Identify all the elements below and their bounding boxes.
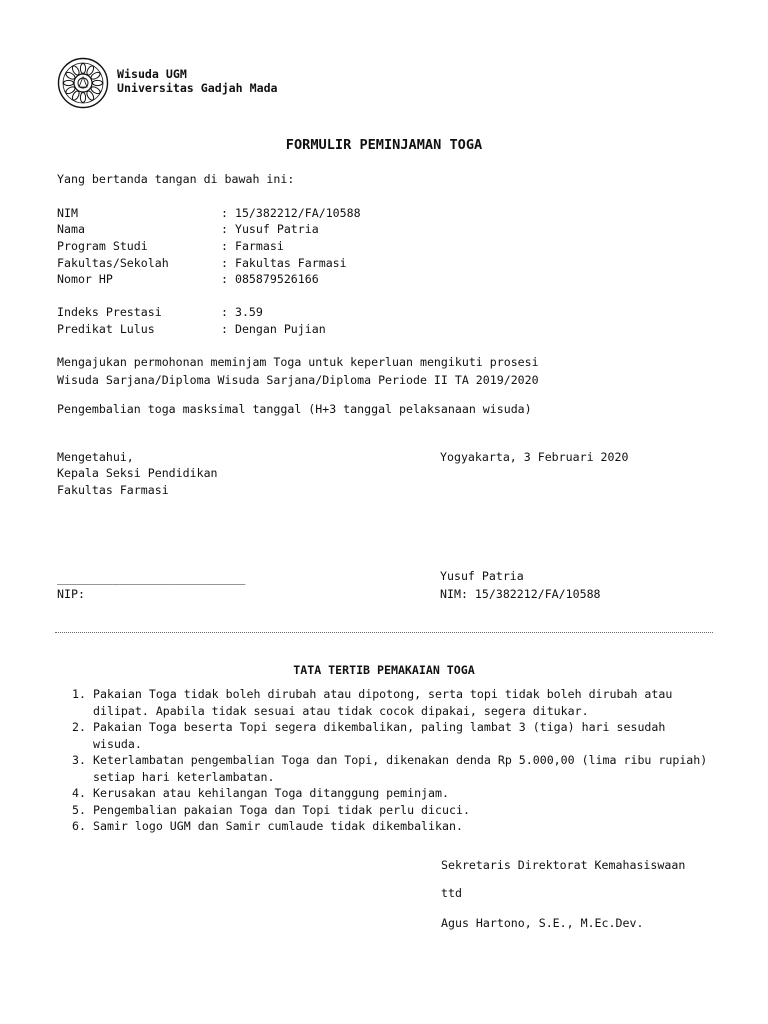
field-label: Nomor HP xyxy=(57,272,113,286)
rules-list xyxy=(72,686,713,835)
list-item: 3. Keterlambatan pengembalian Toga dan Topi, dikenakan denda Rp 5.000,00 (lima ribu rupiah) setiap hari keterlambatan. xyxy=(72,753,708,784)
field-row-indeks-prestasi xyxy=(57,304,263,321)
field-row-nama xyxy=(57,221,319,238)
field-row-program-studi xyxy=(57,238,284,255)
field-label: Program Studi xyxy=(57,239,148,253)
seal-petal xyxy=(93,80,103,85)
rule-text: Pakaian Toga beserta Topi segera dikembalikan, paling lambat 3 (tiga) hari sesudah wisuda. xyxy=(93,720,666,751)
field-label: NIM xyxy=(57,206,78,220)
field-label: Nama xyxy=(57,222,85,236)
list-item: 2. Pakaian Toga beserta Topi segera dikembalikan, paling lambat 3 (tiga) hari sesudah wisuda. xyxy=(72,720,666,751)
section-divider xyxy=(55,632,713,633)
left-sign-line-1: Mengetahui, xyxy=(57,450,134,464)
request-line-1: Mengajukan permohonan meminjam Toga untuk keperluan mengikuti prosesi xyxy=(57,355,539,369)
nip-label: NIP: xyxy=(57,587,85,601)
seal-petal xyxy=(80,93,85,103)
left-sign-line-2: Kepala Seksi Pendidikan xyxy=(57,466,218,480)
list-item: 5. Pengembalian pakaian Toga dan Topi tidak perlu dicuci. xyxy=(72,802,470,817)
field-value: : Dengan Pujian xyxy=(221,322,326,336)
ugm-seal-logo-icon xyxy=(57,57,109,109)
field-value: : 15/382212/FA/10588 xyxy=(221,206,361,220)
field-value: : Yusuf Patria xyxy=(221,222,319,236)
return-note: Pengembalian toga masksimal tanggal (H+3 tanggal pelaksanaan wisuda) xyxy=(57,402,532,416)
secretary-title: Sekretaris Direktorat Kemahasiswaan xyxy=(441,858,686,872)
field-row-fakultas xyxy=(57,255,347,272)
list-item: 4. Kerusakan atau kehilangan Toga ditanggung peminjam. xyxy=(72,786,449,800)
seal-petal xyxy=(64,80,74,85)
list-item: 1. Pakaian Toga tidak boleh dirubah atau dipotong, serta topi tidak boleh dirubah atau dilipat. Apabila tidak sesuai atau tidak cocok dipakai, segera ditukar. xyxy=(72,687,673,718)
signature-underline: ___________________________ xyxy=(57,571,246,585)
secretary-ttd: ttd xyxy=(441,886,462,900)
field-value: : Farmasi xyxy=(221,239,284,253)
page-title: FORMULIR PEMINJAMAN TOGA xyxy=(285,137,483,153)
field-value: : 3.59 xyxy=(221,305,263,319)
field-value: : 085879526166 xyxy=(221,272,319,286)
field-label: Predikat Lulus xyxy=(57,322,155,336)
signer-nim: NIM: 15/382212/FA/10588 xyxy=(440,587,601,601)
rule-text: Pengembalian pakaian Toga dan Topi tidak perlu dicuci. xyxy=(93,802,470,817)
request-line-2: Wisuda Sarjana/Diploma Wisuda Sarjana/Diploma Periode II TA 2019/2020 xyxy=(57,373,539,387)
place-date: Yogyakarta, 3 Februari 2020 xyxy=(440,450,629,464)
rule-text: Kerusakan atau kehilangan Toga ditanggung peminjam. xyxy=(93,786,449,800)
signer-name: Yusuf Patria xyxy=(440,569,524,583)
intro-text: Yang bertanda tangan di bawah ini: xyxy=(57,172,295,186)
rules-title: TATA TERTIB PEMAKAIAN TOGA xyxy=(293,663,475,677)
secretary-name: Agus Hartono, S.E., M.Ec.Dev. xyxy=(441,916,644,930)
field-label: Fakultas/Sekolah xyxy=(57,256,169,270)
rule-text: Pakaian Toga tidak boleh dirubah atau dipotong, serta topi tidak boleh dirubah atau dilipat. Apabila tidak sesuai atau tidak cocok dipakai, segera ditukar. xyxy=(93,687,673,718)
rule-text: Keterlambatan pengembalian Toga dan Topi, dikenakan denda Rp 5.000,00 (lima ribu rupiah) setiap hari keterlambatan. xyxy=(93,753,708,784)
header-line-1: Wisuda UGM xyxy=(117,67,187,81)
field-row-nomor-hp xyxy=(57,271,319,288)
field-row-predikat-lulus xyxy=(57,321,326,338)
rule-text: Samir logo UGM dan Samir cumlaude tidak dikembalikan. xyxy=(93,819,463,833)
seal-petal xyxy=(80,64,85,74)
list-item: 6. Samir logo UGM dan Samir cumlaude tidak dikembalikan. xyxy=(72,819,463,833)
left-sign-line-3: Fakultas Farmasi xyxy=(57,483,169,497)
field-value: : Fakultas Farmasi xyxy=(221,256,347,270)
field-label: Indeks Prestasi xyxy=(57,305,162,319)
header-line-2: Universitas Gadjah Mada xyxy=(117,81,278,95)
field-row-nim xyxy=(57,205,361,222)
